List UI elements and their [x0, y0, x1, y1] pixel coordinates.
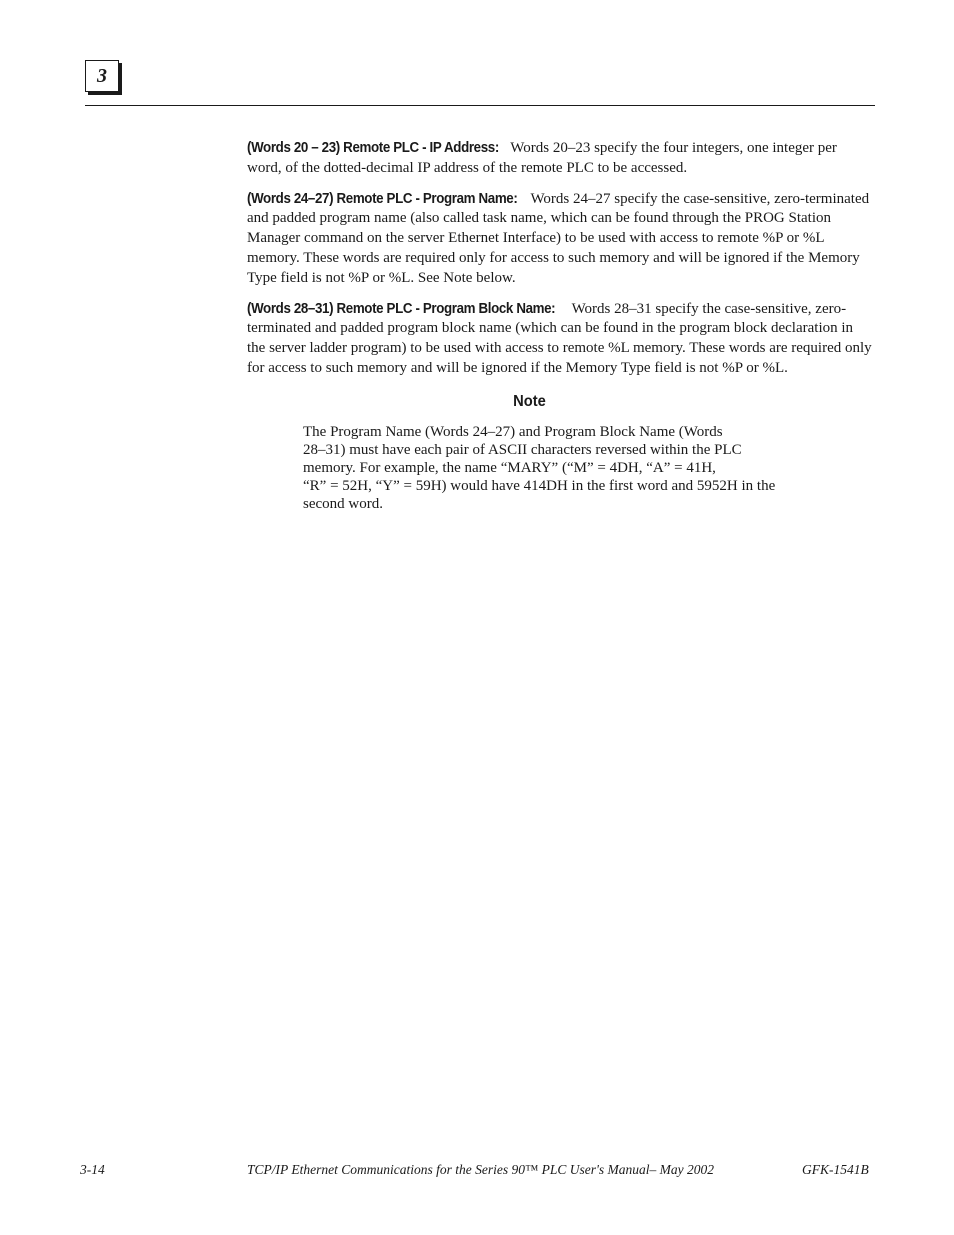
header-rule	[85, 105, 875, 106]
note-line: The Program Name (Words 24–27) and Program Block Name (Words	[303, 423, 723, 440]
paragraph-body: Words 20–23 specify the four integers, one integer per word, of the dotted-decimal IP address of the remote PLC to be accessed.	[247, 140, 837, 176]
footer-page-number: 3-14	[80, 1162, 105, 1177]
paragraph-program-block-name	[247, 300, 872, 379]
chapter-number: 3	[97, 64, 107, 87]
main-content	[247, 139, 872, 513]
paragraph-heading: (Words 28–31) Remote PLC - Program Block Name:	[247, 300, 556, 317]
footer-doc-id: GFK-1541B	[802, 1162, 869, 1177]
note-line: 28–31) must have each pair of ASCII characters reversed within the PLC	[303, 441, 742, 458]
note-body	[303, 423, 803, 513]
note-line: memory. For example, the name “MARY” (“M” = 4DH, “A” = 41H,	[303, 459, 716, 476]
paragraph-heading: (Words 24–27) Remote PLC - Program Name:	[247, 190, 518, 207]
footer-title: TCP/IP Ethernet Communications for the Series 90™ PLC User's Manual– May 2002	[247, 1162, 714, 1177]
paragraph-heading: (Words 20 – 23) Remote PLC - IP Address:	[247, 140, 499, 156]
note-line: “R” = 52H, “Y” = 59H) would have 414DH in the first word and 5952H in the	[303, 477, 776, 494]
note-line: second word.	[303, 495, 383, 512]
paragraph-ip-address	[247, 139, 872, 179]
chapter-number-box	[85, 60, 119, 92]
paragraph-program-name	[247, 190, 872, 289]
paragraph-body: Words 24–27 specify the case-sensitive, zero-terminated and padded program name (also called task name, which can be found through the PROG Station Manager command on the server Ethernet Interface) to be used with access to remote %P or %L memory. These words are required only for access to such memory and will be ignored if the Memory Type field is not %P or %L. See Note below.	[247, 190, 870, 286]
note-title: Note	[513, 392, 546, 410]
paragraph-body: Words 28–31 specify the case-sensitive, zero-terminated and padded program block name (which can be found in the program block declaration in the server ladder program) to be used with access to remote %L memory. These words are required only for access to such memory and will be ignored if the Memory Type field is not %P or %L.	[247, 300, 872, 376]
